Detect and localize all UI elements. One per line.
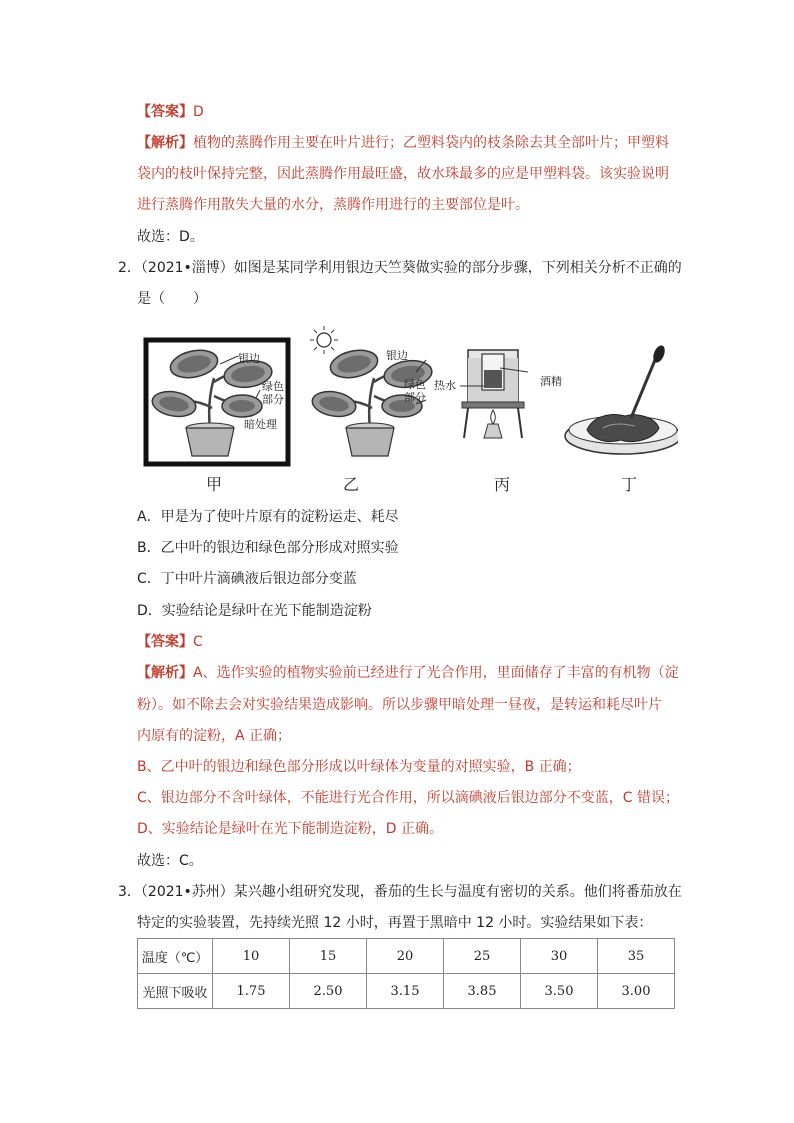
panel-label-yi: 乙 [343, 475, 360, 494]
row-header-temperature: 温度（℃） [138, 939, 213, 974]
q2-analysis-line-6: D、实验结论是绿叶在光下能制造淀粉，D 正确。 [137, 821, 444, 837]
answer-tag: 【答案】 [137, 634, 193, 650]
label-hot-water: 热水 [434, 379, 456, 392]
q2-analysis-line-1 [137, 663, 679, 683]
panel-label-jia: 甲 [206, 475, 223, 494]
label-alcohol: 酒精 [540, 375, 562, 388]
q2-analysis-line-4: B、乙中叶的银边和绿色部分形成以叶绿体为变量的对照实验，B 正确； [137, 759, 581, 775]
panel-label-ding: 丁 [621, 475, 638, 494]
table-cell: 15 [290, 939, 367, 974]
question-stem: （2021•苏州）某兴趣小组研究发现，番茄的生长与温度有密切的关系。他们将番茄放在 [140, 884, 682, 900]
analysis-tag: 【解析】 [137, 135, 193, 151]
q1-analysis-line-1 [137, 133, 669, 153]
q3-stem-line-1 [118, 882, 682, 902]
table-cell: 2.50 [290, 974, 367, 1009]
table-cell: 3.00 [598, 974, 675, 1009]
analysis-text: 植物的蒸腾作用主要在叶片进行；乙塑料袋内的枝条除去其全部叶片；甲塑料 [193, 135, 669, 151]
q2-analysis-line-5: C、银边部分不含叶绿体，不能进行光合作用，所以滴碘液后银边部分不变蓝，C 错误； [137, 790, 679, 806]
option-b: B．乙中叶的银边和绿色部分形成对照实验 [137, 540, 399, 556]
analysis-text: A、选作实验的植物实验前已经进行了光合作用，里面储存了丰富的有机物（淀 [193, 665, 679, 681]
q2-choice: 故选：C。 [137, 853, 203, 869]
label-yinbian-jia: 银边 [238, 352, 260, 365]
panel-ding-illustration [565, 344, 678, 454]
results-table [137, 938, 675, 1009]
table-cell: 30 [521, 939, 598, 974]
table-cell: 1.75 [213, 974, 290, 1009]
question-number: 2． [118, 260, 141, 276]
table-cell: 10 [213, 939, 290, 974]
table-cell: 3.85 [444, 974, 521, 1009]
label-dark-treatment: 暗处理 [244, 418, 277, 431]
q2-stem-line-2: 是（ ） [137, 291, 207, 307]
q1-choice: 故选：D。 [137, 229, 204, 245]
answer-tag: 【答案】 [137, 104, 193, 120]
q1-answer [137, 102, 204, 122]
q3-stem-line-2: 特定的实验装置，先持续光照 12 小时，再置于黑暗中 12 小时。实验结果如下表： [137, 915, 653, 931]
answer-value: D [193, 104, 204, 120]
q1-analysis-line-2: 袋内的枝叶保持完整，因此蒸腾作用最旺盛，故水珠最多的应是甲塑料袋。该实验说明 [137, 166, 669, 182]
q2-stem-line-1 [118, 258, 682, 278]
q2-analysis-line-2: 粉）。如不除去会对实验结果造成影响。所以步骤甲暗处理一昼夜，是转运和耗尽叶片 [137, 697, 662, 713]
panel-bing-illustration [460, 350, 528, 438]
option-d: D．实验结论是绿叶在光下能制造淀粉 [137, 603, 372, 619]
sun-icon [310, 326, 338, 354]
table-row [138, 939, 675, 974]
option-c: C．丁中叶片滴碘液后银边部分变蓝 [137, 571, 357, 587]
option-a: A．甲是为了使叶片原有的淀粉运走、耗尽 [137, 509, 399, 525]
question-number: 3． [118, 884, 141, 900]
label-green-yi: 绿色 部分 [404, 378, 426, 404]
table-cell: 35 [598, 939, 675, 974]
analysis-tag: 【解析】 [137, 665, 193, 681]
panel-label-bing: 丙 [494, 475, 511, 494]
q2-analysis-line-3: 内原有的淀粉，A 正确； [137, 728, 292, 744]
table-cell: 3.50 [521, 974, 598, 1009]
table-cell: 25 [444, 939, 521, 974]
q2-answer [137, 632, 203, 652]
question-stem: （2021•淄博）如图是某同学利用银边天竺葵做实验的部分步骤，下列相关分析不正确的 [140, 260, 682, 276]
label-green-jia: 绿色 部分 [262, 380, 284, 406]
label-yinbian-yi: 银边 [386, 349, 408, 362]
table-cell: 3.15 [367, 974, 444, 1009]
row-header-light-absorption: 光照下吸收 [138, 974, 213, 1009]
answer-value: C [193, 634, 203, 650]
q1-analysis-line-3: 进行蒸腾作用散失大量的水分，蒸腾作用进行的主要部位是叶。 [137, 197, 529, 213]
table-cell: 20 [367, 939, 444, 974]
table-row [138, 974, 675, 1009]
